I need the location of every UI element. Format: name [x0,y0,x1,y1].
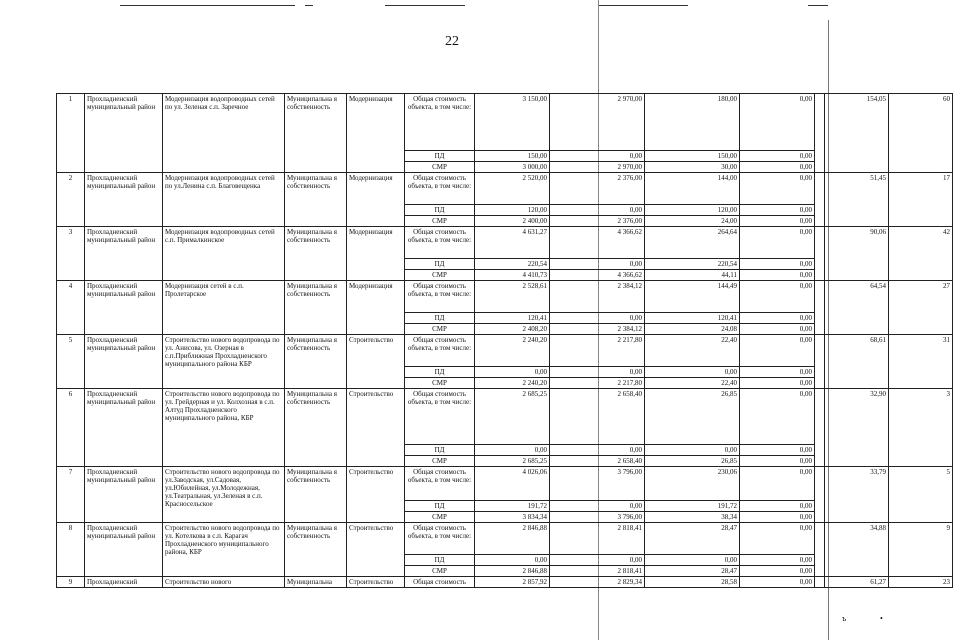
pd-value-cell: 191,72 [645,501,740,512]
pd-value-cell: 0,00 [550,313,645,324]
pd-label-cell: ПД [405,313,475,324]
work-type-cell: Строительство [347,577,405,588]
pd-value-cell: 0,00 [550,501,645,512]
indicator-cell: 5 [889,467,953,523]
work-type-cell: Строительство [347,335,405,389]
indicator-cell: 34,88 [825,523,889,577]
smr-value-cell: 2 408,20 [475,324,550,335]
pd-label-cell: ПД [405,445,475,456]
cost-label-cell: Общая стоимость объекта, в том числе: [405,281,475,313]
smr-value-cell: 0,00 [740,378,815,389]
total-value-cell: 2 376,00 [550,173,645,205]
smr-label-cell: СМР [405,456,475,467]
smr-value-cell: 0,00 [740,324,815,335]
smr-value-cell: 2 685,25 [475,456,550,467]
smr-value-cell: 0,00 [740,216,815,227]
district-cell: Прохладненский муниципальный район [85,389,163,467]
smr-label-cell: СМР [405,512,475,523]
smr-value-cell: 24,00 [645,216,740,227]
object-cell: Строительство нового [163,577,285,588]
object-cell: Строительство нового водопровода по ул. Грейдерная и ул. Колхозная в с.п. Алтуд Прохладненского муниципального района, КБР [163,389,285,467]
smr-value-cell: 44,11 [645,270,740,281]
total-value-cell: 0,00 [740,94,815,151]
work-type-cell: Модернизация [347,94,405,173]
total-value-cell: 4 631,27 [475,227,550,259]
ownership-cell: Муниципальна я собственность [285,335,347,389]
pd-label-cell: ПД [405,555,475,566]
work-type-cell: Строительство [347,389,405,467]
pd-label-cell: ПД [405,205,475,216]
row-number: 4 [57,281,85,335]
total-value-cell: 26,85 [645,389,740,445]
corner-mark: ъ [842,614,847,623]
smr-value-cell: 0,00 [740,270,815,281]
district-cell: Прохладненский муниципальный район [85,281,163,335]
pd-value-cell: 0,00 [475,555,550,566]
smr-value-cell: 22,40 [645,378,740,389]
district-cell: Прохладненский муниципальный район [85,335,163,389]
smr-value-cell: 38,34 [645,512,740,523]
spacer-cell [815,173,825,227]
indicator-cell: 64,54 [825,281,889,335]
smr-value-cell: 3 000,00 [475,162,550,173]
row-number: 5 [57,335,85,389]
object-cell: Строительство нового водопровода по ул.Заводская, ул.Садовая, ул.Юбилейная, ул.Молодежная, ул.Театральная, ул.Зеленая в с.п. Красносельское [163,467,285,523]
row-number: 9 [57,577,85,588]
pd-value-cell: 0,00 [740,259,815,270]
object-cell: Модернизация водопроводных сетей по ул.Ленина с.п. Благовещенка [163,173,285,227]
smr-value-cell: 4 366,62 [550,270,645,281]
smr-value-cell: 0,00 [740,162,815,173]
total-value-cell: 2 240,20 [475,335,550,367]
smr-value-cell: 24,08 [645,324,740,335]
indicator-cell: 60 [889,94,953,173]
total-value-cell: 2 846,88 [475,523,550,555]
total-value-cell: 0,00 [740,467,815,501]
indicator-cell: 154,05 [825,94,889,173]
ownership-cell: Муниципальна я собственность [285,467,347,523]
object-cell: Модернизация водопроводных сетей по ул. Зеленая с.п. Заречное [163,94,285,173]
work-type-cell: Модернизация [347,227,405,281]
pd-value-cell: 0,00 [740,555,815,566]
indicator-cell: 42 [889,227,953,281]
corner-mark: • [880,614,883,623]
total-value-cell: 28,58 [645,577,740,588]
pd-value-cell: 191,72 [475,501,550,512]
indicator-cell: 68,61 [825,335,889,389]
smr-value-cell: 2 970,00 [550,162,645,173]
district-cell: Прохладненский муниципальный район [85,173,163,227]
total-value-cell: 2 658,40 [550,389,645,445]
spacer-cell [815,281,825,335]
row-number: 3 [57,227,85,281]
pd-value-cell: 120,00 [645,205,740,216]
pd-value-cell: 0,00 [740,367,815,378]
pd-value-cell: 0,00 [740,151,815,162]
total-value-cell: 3 150,00 [475,94,550,151]
smr-value-cell: 2 400,00 [475,216,550,227]
ownership-cell: Муниципальна я собственность [285,227,347,281]
district-cell: Прохладненский муниципальный район [85,523,163,577]
spacer-cell [815,389,825,467]
indicator-cell: 32,90 [825,389,889,467]
total-value-cell: 0,00 [740,523,815,555]
top-rule [305,5,313,6]
smr-value-cell: 3 796,00 [550,512,645,523]
table-row [57,389,953,445]
object-cell: Модернизация водопроводных сетей с.п. Прималкинское [163,227,285,281]
indicator-cell: 23 [889,577,953,588]
pd-value-cell: 150,00 [645,151,740,162]
smr-value-cell: 3 834,34 [475,512,550,523]
total-value-cell: 2 857,92 [475,577,550,588]
total-value-cell: 180,00 [645,94,740,151]
cost-label-cell: Общая стоимость объекта, в том числе: [405,173,475,205]
indicator-cell: 9 [889,523,953,577]
object-cell: Строительство нового водопровода по ул. Анисова, ул. Озерная в с.п.Приближная Прохладненского муниципального района КБР [163,335,285,389]
indicator-cell: 27 [889,281,953,335]
total-value-cell: 4 366,62 [550,227,645,259]
cost-label-cell: Общая стоимость объекта, в том числе: [405,94,475,151]
pd-value-cell: 0,00 [550,259,645,270]
district-cell: Прохладненский муниципальный район [85,467,163,523]
ownership-cell: Муниципальна я собственность [285,389,347,467]
row-number: 7 [57,467,85,523]
work-type-cell: Модернизация [347,281,405,335]
smr-value-cell: 0,00 [740,456,815,467]
pd-value-cell: 220,54 [475,259,550,270]
total-value-cell: 0,00 [740,281,815,313]
district-cell: Прохладненский муниципальный район [85,94,163,173]
total-value-cell: 3 796,00 [550,467,645,501]
cost-label-cell: Общая стоимость объекта, в том числе: [405,389,475,445]
work-type-cell: Строительство [347,523,405,577]
total-value-cell: 2 528,61 [475,281,550,313]
pd-value-cell: 0,00 [475,445,550,456]
table-row [57,94,953,151]
total-value-cell: 2 829,34 [550,577,645,588]
object-cell: Модернизация сетей в с.п. Пролетарское [163,281,285,335]
cost-label-cell: Общая стоимость объекта, в том числе: [405,227,475,259]
table-row [57,335,953,367]
table-row [57,467,953,501]
ownership-cell: Муниципальна я собственность [285,173,347,227]
pd-value-cell: 0,00 [475,367,550,378]
cost-label-cell: Общая стоимость объекта, в том числе: [405,523,475,555]
pd-value-cell: 0,00 [550,151,645,162]
smr-value-cell: 2 376,00 [550,216,645,227]
top-rule [385,5,465,6]
pd-value-cell: 0,00 [740,313,815,324]
pd-value-cell: 0,00 [645,367,740,378]
row-number: 8 [57,523,85,577]
row-number: 1 [57,94,85,173]
pd-value-cell: 0,00 [550,445,645,456]
table-row [57,523,953,555]
total-value-cell: 2 384,12 [550,281,645,313]
total-value-cell: 28,47 [645,523,740,555]
smr-value-cell: 2 818,41 [550,566,645,577]
pd-value-cell: 0,00 [550,205,645,216]
district-cell: Прохладненский [85,577,163,588]
smr-label-cell: СМР [405,216,475,227]
pd-label-cell: ПД [405,259,475,270]
pd-value-cell: 0,00 [645,555,740,566]
pd-value-cell: 220,54 [645,259,740,270]
pd-value-cell: 120,41 [475,313,550,324]
ownership-cell: Муниципальна я собственность [285,281,347,335]
smr-value-cell: 2 217,80 [550,378,645,389]
top-rule [808,5,828,6]
total-value-cell: 22,40 [645,335,740,367]
indicator-cell: 90,06 [825,227,889,281]
work-type-cell: Строительство [347,467,405,523]
page-number: 22 [445,34,459,49]
smr-label-cell: СМР [405,324,475,335]
indicator-cell: 3 [889,389,953,467]
table-body [57,94,953,588]
indicator-cell: 51,45 [825,173,889,227]
indicator-cell: 33,79 [825,467,889,523]
pd-value-cell: 120,41 [645,313,740,324]
pd-value-cell: 0,00 [550,555,645,566]
smr-value-cell: 0,00 [740,566,815,577]
total-value-cell: 230,06 [645,467,740,501]
ownership-cell: Муниципальна [285,577,347,588]
table-row [57,173,953,205]
smr-value-cell: 0,00 [740,512,815,523]
pd-value-cell: 0,00 [740,205,815,216]
pd-value-cell: 150,00 [475,151,550,162]
indicator-cell: 31 [889,335,953,389]
smr-value-cell: 2 384,12 [550,324,645,335]
table-row [57,577,953,588]
smr-value-cell: 4 410,73 [475,270,550,281]
total-value-cell: 0,00 [740,389,815,445]
spacer-cell [815,335,825,389]
district-cell: Прохладненский муниципальный район [85,227,163,281]
pd-value-cell: 120,00 [475,205,550,216]
spacer-cell [815,523,825,577]
ownership-cell: Муниципальна я собственность [285,94,347,173]
spacer-cell [815,467,825,523]
pd-value-cell: 0,00 [550,367,645,378]
total-value-cell: 2 685,25 [475,389,550,445]
total-value-cell: 2 217,80 [550,335,645,367]
cost-label-cell: Общая стоимость объекта, в том числе: [405,467,475,501]
indicator-cell: 17 [889,173,953,227]
spacer-cell [815,94,825,173]
total-value-cell: 0,00 [740,577,815,588]
total-value-cell: 264,64 [645,227,740,259]
total-value-cell: 2 970,00 [550,94,645,151]
smr-value-cell: 2 658,40 [550,456,645,467]
total-value-cell: 0,00 [740,227,815,259]
work-type-cell: Модернизация [347,173,405,227]
smr-value-cell: 2 846,88 [475,566,550,577]
cost-label-cell: Общая стоимость [405,577,475,588]
top-rule [120,5,295,6]
smr-value-cell: 2 240,20 [475,378,550,389]
smr-label-cell: СМР [405,566,475,577]
total-value-cell: 2 520,00 [475,173,550,205]
smr-label-cell: СМР [405,162,475,173]
total-value-cell: 144,49 [645,281,740,313]
pd-label-cell: ПД [405,151,475,162]
pd-value-cell: 0,00 [740,501,815,512]
total-value-cell: 4 026,06 [475,467,550,501]
row-number: 2 [57,173,85,227]
spacer-cell [815,227,825,281]
spacer-cell [815,577,825,588]
table-row [57,227,953,259]
object-cell: Строительство нового водопровода по ул. Котелкова в с.п. Карагач Прохладненского муниципального района, КБР [163,523,285,577]
pd-value-cell: 0,00 [645,445,740,456]
pd-label-cell: ПД [405,501,475,512]
total-value-cell: 144,00 [645,173,740,205]
table-row [57,281,953,313]
smr-label-cell: СМР [405,270,475,281]
top-rule [598,5,688,6]
smr-value-cell: 26,85 [645,456,740,467]
cost-label-cell: Общая стоимость объекта, в том числе: [405,335,475,367]
smr-value-cell: 28,47 [645,566,740,577]
indicator-cell: 61,27 [825,577,889,588]
row-number: 6 [57,389,85,467]
smr-value-cell: 30,00 [645,162,740,173]
ownership-cell: Муниципальна я собственность [285,523,347,577]
total-value-cell: 0,00 [740,335,815,367]
smr-label-cell: СМР [405,378,475,389]
investment-table [56,93,953,588]
pd-value-cell: 0,00 [740,445,815,456]
total-value-cell: 0,00 [740,173,815,205]
total-value-cell: 2 818,41 [550,523,645,555]
pd-label-cell: ПД [405,367,475,378]
